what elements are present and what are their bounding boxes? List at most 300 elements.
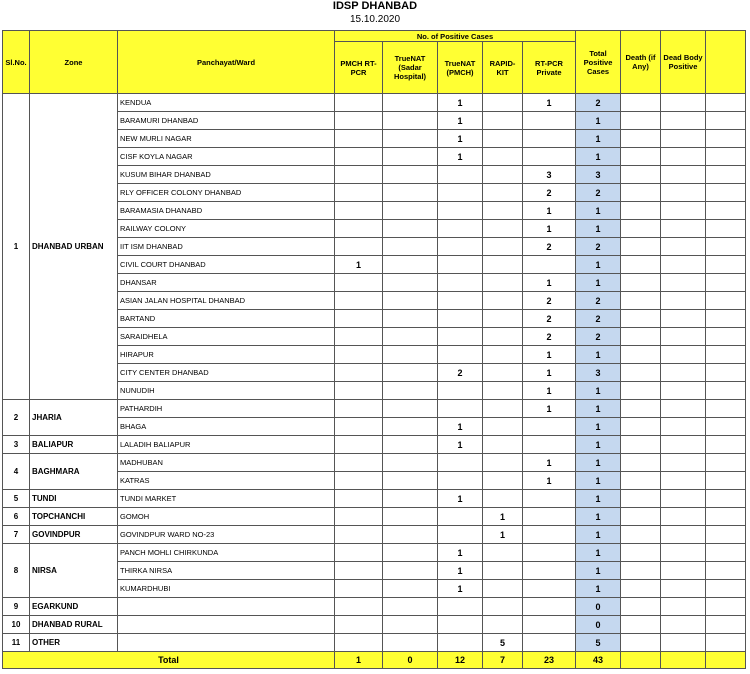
page-title: IDSP DHANBAD xyxy=(332,0,418,12)
dead-body-value xyxy=(661,274,706,292)
header-death: Death (if Any) xyxy=(621,31,661,94)
table-row xyxy=(3,634,746,652)
pmch-rtpcr-value xyxy=(335,544,383,562)
table-row xyxy=(3,436,746,454)
death-value xyxy=(621,364,661,382)
pmch-rtpcr-value xyxy=(335,130,383,148)
rapid-kit-value xyxy=(483,454,523,472)
zone-number: 3 xyxy=(3,436,30,454)
rtpcr-private-value xyxy=(523,544,576,562)
death-value xyxy=(621,418,661,436)
truenat-pmch-value xyxy=(438,274,483,292)
truenat-sadar-value xyxy=(383,562,438,580)
truenat-pmch-value xyxy=(438,598,483,616)
ward-name: RLY OFFICER COLONY DHANBAD xyxy=(118,184,335,202)
truenat-sadar-value xyxy=(383,580,438,598)
pmch-rtpcr-value xyxy=(335,472,383,490)
total-extra xyxy=(706,652,746,669)
extra-value xyxy=(706,418,746,436)
ward-name: GOVINDPUR WARD NO-23 xyxy=(118,526,335,544)
pmch-rtpcr-value xyxy=(335,238,383,256)
death-value xyxy=(621,274,661,292)
pmch-rtpcr-value xyxy=(335,274,383,292)
ward-name: SARAIDHELA xyxy=(118,328,335,346)
truenat-pmch-value xyxy=(438,238,483,256)
truenat-sadar-value xyxy=(383,472,438,490)
pmch-rtpcr-value xyxy=(335,508,383,526)
ward-name: HIRAPUR xyxy=(118,346,335,364)
pmch-rtpcr-value xyxy=(335,220,383,238)
rtpcr-private-value: 2 xyxy=(523,184,576,202)
truenat-pmch-value xyxy=(438,508,483,526)
zone-name: GOVINDPUR xyxy=(30,526,118,544)
dead-body-value xyxy=(661,400,706,418)
total-positive-value: 2 xyxy=(576,238,621,256)
dead-body-value xyxy=(661,418,706,436)
header-slno: Sl.No. xyxy=(3,31,30,94)
truenat-pmch-value xyxy=(438,472,483,490)
dead-body-value xyxy=(661,166,706,184)
total-positive-value: 1 xyxy=(576,508,621,526)
ward-name: MADHUBAN xyxy=(118,454,335,472)
table-row xyxy=(3,544,746,562)
dead-body-value xyxy=(661,562,706,580)
zone-name: OTHER xyxy=(30,634,118,652)
dead-body-value xyxy=(661,94,706,112)
header-positive-cases-group: No. of Positive Cases xyxy=(335,31,576,42)
rapid-kit-value xyxy=(483,310,523,328)
death-value xyxy=(621,580,661,598)
ward-name xyxy=(118,598,335,616)
table-row xyxy=(3,400,746,418)
total-positive-value: 1 xyxy=(576,580,621,598)
extra-value xyxy=(706,310,746,328)
death-value xyxy=(621,382,661,400)
truenat-pmch-value xyxy=(438,346,483,364)
truenat-sadar-value xyxy=(383,598,438,616)
death-value xyxy=(621,490,661,508)
rapid-kit-value xyxy=(483,400,523,418)
header-truenat-sadar: TrueNAT (Sadar Hospital) xyxy=(383,42,438,94)
truenat-sadar-value xyxy=(383,418,438,436)
zone-number: 2 xyxy=(3,400,30,436)
rtpcr-private-value xyxy=(523,130,576,148)
total-positive-value: 5 xyxy=(576,634,621,652)
truenat-pmch-value: 1 xyxy=(438,436,483,454)
rapid-kit-value xyxy=(483,202,523,220)
ward-name: DHANSAR xyxy=(118,274,335,292)
table-row xyxy=(3,94,746,112)
total-dead-body xyxy=(661,652,706,669)
total-positive-sum: 43 xyxy=(576,652,621,669)
table-row xyxy=(3,508,746,526)
ward-name: LALADIH BALIAPUR xyxy=(118,436,335,454)
zone-name: BALIAPUR xyxy=(30,436,118,454)
dead-body-value xyxy=(661,634,706,652)
ward-name xyxy=(118,634,335,652)
pmch-rtpcr-value: 1 xyxy=(335,256,383,274)
total-positive-value: 2 xyxy=(576,184,621,202)
dead-body-value xyxy=(661,148,706,166)
zone-number: 5 xyxy=(3,490,30,508)
rapid-kit-value: 1 xyxy=(483,508,523,526)
zone-number: 7 xyxy=(3,526,30,544)
pmch-rtpcr-value xyxy=(335,346,383,364)
death-value xyxy=(621,400,661,418)
pmch-rtpcr-value xyxy=(335,490,383,508)
dead-body-value xyxy=(661,580,706,598)
rtpcr-private-value xyxy=(523,256,576,274)
zone-number: 4 xyxy=(3,454,30,490)
total-positive-value: 1 xyxy=(576,346,621,364)
truenat-pmch-value xyxy=(438,328,483,346)
rtpcr-private-value: 1 xyxy=(523,472,576,490)
pmch-rtpcr-value xyxy=(335,328,383,346)
ward-name: KUSUM BIHAR DHANBAD xyxy=(118,166,335,184)
rtpcr-private-value xyxy=(523,562,576,580)
zone-name: JHARIA xyxy=(30,400,118,436)
rapid-kit-value: 1 xyxy=(483,526,523,544)
pmch-rtpcr-value xyxy=(335,184,383,202)
total-truenat-pmch: 12 xyxy=(438,652,483,669)
pmch-rtpcr-value xyxy=(335,400,383,418)
rapid-kit-value xyxy=(483,166,523,184)
extra-value xyxy=(706,292,746,310)
table-row xyxy=(3,526,746,544)
ward-name xyxy=(118,616,335,634)
death-value xyxy=(621,202,661,220)
extra-value xyxy=(706,220,746,238)
zone-number: 8 xyxy=(3,544,30,598)
rtpcr-private-value xyxy=(523,112,576,130)
rtpcr-private-value xyxy=(523,634,576,652)
truenat-pmch-value xyxy=(438,310,483,328)
ward-name: CITY CENTER DHANBAD xyxy=(118,364,335,382)
extra-value xyxy=(706,148,746,166)
table-row xyxy=(3,490,746,508)
total-truenat-sadar: 0 xyxy=(383,652,438,669)
rtpcr-private-value: 2 xyxy=(523,292,576,310)
ward-name: THIRKA NIRSA xyxy=(118,562,335,580)
rapid-kit-value xyxy=(483,148,523,166)
extra-value xyxy=(706,112,746,130)
total-positive-value: 1 xyxy=(576,436,621,454)
extra-value xyxy=(706,526,746,544)
death-value xyxy=(621,256,661,274)
truenat-sadar-value xyxy=(383,490,438,508)
dead-body-value xyxy=(661,310,706,328)
truenat-pmch-value xyxy=(438,454,483,472)
rapid-kit-value xyxy=(483,472,523,490)
extra-value xyxy=(706,202,746,220)
truenat-sadar-value xyxy=(383,238,438,256)
zone-name: NIRSA xyxy=(30,544,118,598)
dead-body-value xyxy=(661,436,706,454)
truenat-sadar-value xyxy=(383,436,438,454)
table-row xyxy=(3,454,746,472)
extra-value xyxy=(706,382,746,400)
truenat-sadar-value xyxy=(383,148,438,166)
dead-body-value xyxy=(661,112,706,130)
death-value xyxy=(621,508,661,526)
zone-name: DHANBAD RURAL xyxy=(30,616,118,634)
extra-value xyxy=(706,598,746,616)
header-truenat-pmch: TrueNAT (PMCH) xyxy=(438,42,483,94)
rtpcr-private-value: 1 xyxy=(523,202,576,220)
ward-name: BHAGA xyxy=(118,418,335,436)
extra-value xyxy=(706,364,746,382)
rapid-kit-value xyxy=(483,184,523,202)
ward-name: GOMOH xyxy=(118,508,335,526)
rtpcr-private-value: 3 xyxy=(523,166,576,184)
pmch-rtpcr-value xyxy=(335,436,383,454)
dead-body-value xyxy=(661,130,706,148)
death-value xyxy=(621,526,661,544)
pmch-rtpcr-value xyxy=(335,148,383,166)
total-positive-value: 0 xyxy=(576,616,621,634)
dead-body-value xyxy=(661,526,706,544)
total-positive-value: 2 xyxy=(576,94,621,112)
zone-number: 9 xyxy=(3,598,30,616)
truenat-pmch-value: 1 xyxy=(438,580,483,598)
extra-value xyxy=(706,436,746,454)
rapid-kit-value xyxy=(483,256,523,274)
rtpcr-private-value: 1 xyxy=(523,382,576,400)
rtpcr-private-value: 1 xyxy=(523,454,576,472)
total-positive-value: 1 xyxy=(576,472,621,490)
death-value xyxy=(621,292,661,310)
rapid-kit-value xyxy=(483,598,523,616)
extra-value xyxy=(706,274,746,292)
truenat-pmch-value xyxy=(438,526,483,544)
total-row xyxy=(3,652,746,669)
truenat-pmch-value: 1 xyxy=(438,562,483,580)
rapid-kit-value xyxy=(483,616,523,634)
rapid-kit-value xyxy=(483,94,523,112)
truenat-pmch-value: 1 xyxy=(438,544,483,562)
total-positive-value: 1 xyxy=(576,526,621,544)
rapid-kit-value xyxy=(483,292,523,310)
truenat-sadar-value xyxy=(383,634,438,652)
truenat-sadar-value xyxy=(383,364,438,382)
truenat-sadar-value xyxy=(383,400,438,418)
rapid-kit-value xyxy=(483,274,523,292)
truenat-pmch-value: 1 xyxy=(438,130,483,148)
dead-body-value xyxy=(661,220,706,238)
rapid-kit-value xyxy=(483,418,523,436)
rtpcr-private-value: 1 xyxy=(523,400,576,418)
pmch-rtpcr-value xyxy=(335,580,383,598)
pmch-rtpcr-value xyxy=(335,454,383,472)
rapid-kit-value xyxy=(483,346,523,364)
rapid-kit-value xyxy=(483,112,523,130)
rapid-kit-value: 5 xyxy=(483,634,523,652)
pmch-rtpcr-value xyxy=(335,202,383,220)
truenat-pmch-value xyxy=(438,220,483,238)
pmch-rtpcr-value xyxy=(335,364,383,382)
pmch-rtpcr-value xyxy=(335,382,383,400)
extra-value xyxy=(706,634,746,652)
total-positive-value: 1 xyxy=(576,382,621,400)
zone-name: DHANBAD URBAN xyxy=(30,94,118,400)
total-positive-value: 1 xyxy=(576,400,621,418)
rtpcr-private-value: 2 xyxy=(523,310,576,328)
death-value xyxy=(621,130,661,148)
extra-value xyxy=(706,472,746,490)
rtpcr-private-value xyxy=(523,418,576,436)
header-extra xyxy=(706,31,746,94)
death-value xyxy=(621,310,661,328)
rapid-kit-value xyxy=(483,328,523,346)
total-positive-value: 1 xyxy=(576,490,621,508)
truenat-pmch-value xyxy=(438,202,483,220)
rapid-kit-value xyxy=(483,544,523,562)
total-positive-value: 2 xyxy=(576,292,621,310)
header-pmch-rtpcr: PMCH RT-PCR xyxy=(335,42,383,94)
pmch-rtpcr-value xyxy=(335,634,383,652)
truenat-sadar-value xyxy=(383,184,438,202)
dead-body-value xyxy=(661,598,706,616)
ward-name: BARTAND xyxy=(118,310,335,328)
ward-name: CISF KOYLA NAGAR xyxy=(118,148,335,166)
extra-value xyxy=(706,616,746,634)
truenat-sadar-value xyxy=(383,220,438,238)
truenat-pmch-value: 1 xyxy=(438,490,483,508)
zone-name: TOPCHANCHI xyxy=(30,508,118,526)
report-date: 15.10.2020 xyxy=(349,14,401,25)
zone-number: 6 xyxy=(3,508,30,526)
rtpcr-private-value: 1 xyxy=(523,220,576,238)
truenat-sadar-value xyxy=(383,202,438,220)
extra-value xyxy=(706,346,746,364)
rtpcr-private-value: 1 xyxy=(523,94,576,112)
rapid-kit-value xyxy=(483,220,523,238)
total-positive-value: 1 xyxy=(576,202,621,220)
ward-name: KATRAS xyxy=(118,472,335,490)
zone-name: TUNDI xyxy=(30,490,118,508)
dead-body-value xyxy=(661,292,706,310)
dead-body-value xyxy=(661,184,706,202)
extra-value xyxy=(706,256,746,274)
death-value xyxy=(621,346,661,364)
rapid-kit-value xyxy=(483,382,523,400)
truenat-pmch-value xyxy=(438,256,483,274)
total-positive-value: 3 xyxy=(576,364,621,382)
positive-cases-table xyxy=(2,30,746,669)
pmch-rtpcr-value xyxy=(335,166,383,184)
rtpcr-private-value xyxy=(523,508,576,526)
death-value xyxy=(621,544,661,562)
pmch-rtpcr-value xyxy=(335,292,383,310)
extra-value xyxy=(706,454,746,472)
truenat-sadar-value xyxy=(383,166,438,184)
truenat-pmch-value xyxy=(438,634,483,652)
total-positive-value: 1 xyxy=(576,544,621,562)
ward-name: NUNUDIH xyxy=(118,382,335,400)
total-positive-value: 1 xyxy=(576,112,621,130)
rtpcr-private-value xyxy=(523,580,576,598)
truenat-sadar-value xyxy=(383,292,438,310)
ward-name: IIT ISM DHANBAD xyxy=(118,238,335,256)
total-positive-value: 1 xyxy=(576,454,621,472)
extra-value xyxy=(706,508,746,526)
total-death xyxy=(621,652,661,669)
rapid-kit-value xyxy=(483,562,523,580)
extra-value xyxy=(706,400,746,418)
dead-body-value xyxy=(661,508,706,526)
truenat-pmch-value xyxy=(438,400,483,418)
truenat-sadar-value xyxy=(383,328,438,346)
rtpcr-private-value: 1 xyxy=(523,346,576,364)
header-rapid-kit: RAPID-KIT xyxy=(483,42,523,94)
rtpcr-private-value xyxy=(523,490,576,508)
ward-name: PANCH MOHLI CHIRKUNDA xyxy=(118,544,335,562)
dead-body-value xyxy=(661,472,706,490)
death-value xyxy=(621,436,661,454)
truenat-sadar-value xyxy=(383,346,438,364)
death-value xyxy=(621,220,661,238)
dead-body-value xyxy=(661,382,706,400)
rapid-kit-value xyxy=(483,364,523,382)
zone-name: EGARKUND xyxy=(30,598,118,616)
ward-name: RAILWAY COLONY xyxy=(118,220,335,238)
truenat-pmch-value xyxy=(438,292,483,310)
pmch-rtpcr-value xyxy=(335,616,383,634)
truenat-pmch-value xyxy=(438,382,483,400)
table-body xyxy=(3,94,746,669)
extra-value xyxy=(706,94,746,112)
pmch-rtpcr-value xyxy=(335,310,383,328)
header-ward: Panchayat/Ward xyxy=(118,31,335,94)
death-value xyxy=(621,598,661,616)
pmch-rtpcr-value xyxy=(335,94,383,112)
rtpcr-private-value: 1 xyxy=(523,364,576,382)
total-label: Total xyxy=(3,652,335,669)
total-positive-value: 1 xyxy=(576,148,621,166)
table-row xyxy=(3,598,746,616)
death-value xyxy=(621,184,661,202)
total-positive-value: 0 xyxy=(576,598,621,616)
zone-number: 11 xyxy=(3,634,30,652)
truenat-sadar-value xyxy=(383,112,438,130)
truenat-sadar-value xyxy=(383,256,438,274)
dead-body-value xyxy=(661,256,706,274)
rapid-kit-value xyxy=(483,580,523,598)
total-positive-value: 1 xyxy=(576,220,621,238)
ward-name: ASIAN JALAN HOSPITAL DHANBAD xyxy=(118,292,335,310)
total-positive-value: 3 xyxy=(576,166,621,184)
rtpcr-private-value xyxy=(523,526,576,544)
total-positive-value: 2 xyxy=(576,310,621,328)
zone-name: BAGHMARA xyxy=(30,454,118,490)
extra-value xyxy=(706,130,746,148)
truenat-pmch-value: 1 xyxy=(438,418,483,436)
extra-value xyxy=(706,166,746,184)
total-positive-value: 1 xyxy=(576,256,621,274)
total-rtpcr-private: 23 xyxy=(523,652,576,669)
ward-name: KUMARDHUBI xyxy=(118,580,335,598)
truenat-pmch-value xyxy=(438,184,483,202)
dead-body-value xyxy=(661,364,706,382)
extra-value xyxy=(706,544,746,562)
rtpcr-private-value: 2 xyxy=(523,238,576,256)
truenat-sadar-value xyxy=(383,526,438,544)
pmch-rtpcr-value xyxy=(335,598,383,616)
total-positive-value: 2 xyxy=(576,328,621,346)
death-value xyxy=(621,562,661,580)
truenat-sadar-value xyxy=(383,544,438,562)
truenat-sadar-value xyxy=(383,274,438,292)
